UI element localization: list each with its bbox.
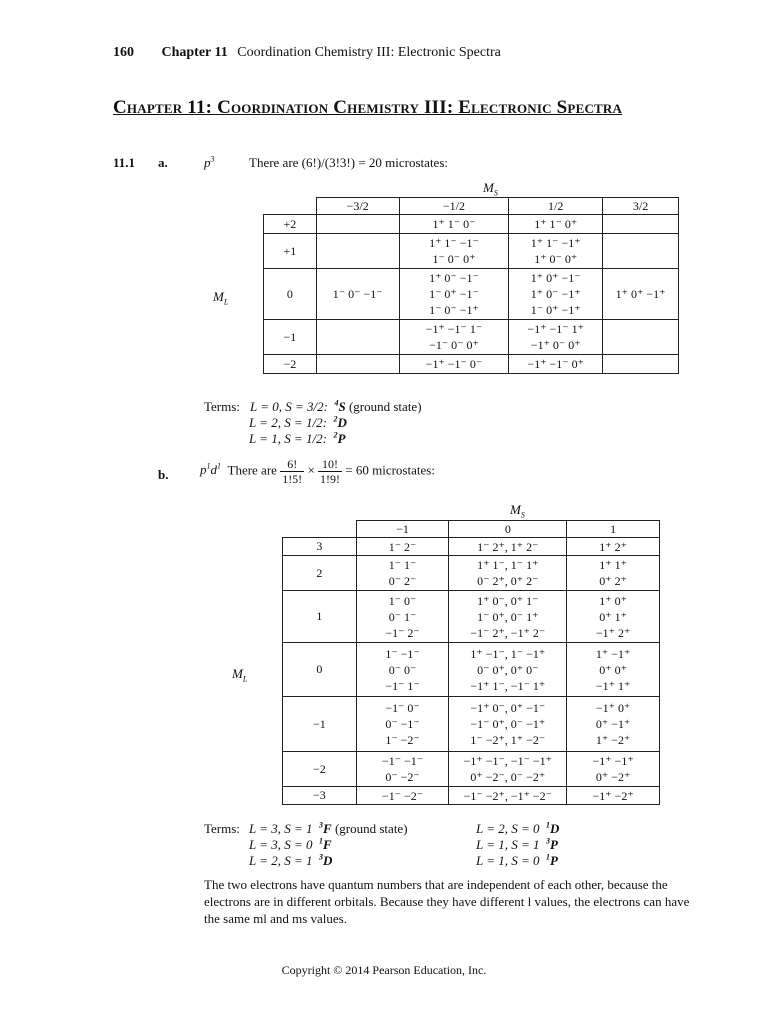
microstate-table-p3 [263,197,679,374]
table-b-microstate-cell [567,643,660,697]
microstate: −1⁺ −1⁻, −1⁻ −1⁺ [463,754,553,768]
microstate: −1⁺ −1⁻ 1⁻ [425,322,483,336]
table-a-microstate-cell [603,320,679,355]
part-b-ml-label: $M_L$ [232,666,248,684]
part-b-statement: $p^1d^1$ There are $\frac{6!}{1!5!}$ × $\frac{10!}{1!9!}$ = 60 microstates: [200,457,435,486]
microstate: 0⁺ −2⁻, 0⁻ −2⁺ [470,770,546,784]
table-row [283,787,660,805]
table-a-ml-value: +2 [264,215,317,234]
microstate: −1⁺ −1⁻ 0⁺ [527,357,584,371]
part-a-label: a. [158,155,168,170]
microstate: −1⁺ 1⁻, −1⁻ 1⁺ [470,678,546,693]
table-corner [264,198,317,215]
table-b-microstate-cell [567,787,660,805]
microstate: −1⁻ 0⁻ [385,701,420,715]
part-b-terms-label: Terms: [204,821,240,836]
table-b-ml-value: −2 [283,752,357,787]
table-a-microstate-cell [603,234,679,269]
microstate: 1⁺ 0⁻ −1⁻ [429,271,479,285]
table-a-microstate-cell [316,215,399,234]
microstate: −1⁺ −1⁺ [592,754,634,768]
microstate: 1⁺ 1⁻ 0⁻ [432,217,476,231]
copyright-notice: Copyright © 2014 Pearson Education, Inc. [281,963,487,977]
microstate: −1⁺ 0⁺ [595,701,631,715]
microstate: −1⁺ −2⁺ [592,788,634,803]
microstate: 0⁻ 0⁻ [388,662,417,677]
table-a-ms-header: −3/2 [316,198,399,215]
microstate: 1⁻ 0⁻ −1⁻ [332,287,383,301]
table-b-microstate-cell [356,752,449,787]
term-line: L = 1, S = 1 $^3$P [476,836,558,852]
table-a-microstate-cell [509,320,603,355]
microstate: 0⁺ 2⁺ [599,574,627,588]
table-b-microstate-cell [567,556,660,591]
table-a-microstate-cell [509,269,603,320]
microstate: 1⁺ 0⁺ [599,593,627,608]
term-line: L = 2, S = 1/2: $^2$D [249,414,347,430]
microstate: 0⁺ −1⁺ [595,717,631,731]
microstate: 0⁻ 2⁺, 0⁺ 2⁻ [477,574,539,588]
table-b-ml-value: 1 [283,591,357,643]
table-row [283,643,660,697]
table-a-ms-header: 3/2 [603,198,679,215]
table-a-microstate-cell [509,215,603,234]
microstate: 1⁺ 0⁻ 0⁺ [534,252,578,266]
term-symbol: $^3$F [319,820,332,836]
table-a-microstate-cell [316,355,399,374]
page-number: 160 [113,45,134,60]
table-b-microstate-cell [449,643,567,697]
microstate: 1⁺ 2⁺ [599,539,627,554]
table-a-ml-value: −2 [264,355,317,374]
microstate: 1⁺ 1⁺ [599,558,627,572]
table-b-ms-header: −1 [356,521,449,538]
microstate: 1⁻ −1⁻ [385,646,420,661]
microstate: 1⁻ 0⁻ −1⁺ [429,303,479,317]
term-line: L = 2, S = 1 $^3$D [249,852,333,868]
problem-number: 11.1 [113,155,136,170]
microstate: −1⁻ 1⁻ [385,678,420,693]
term-symbol: $^3$P [546,836,558,852]
microstate: −1⁺ −1⁻ 1⁺ [527,322,584,336]
microstate: −1⁻ 2⁺, −1⁺ 2⁻ [470,625,546,640]
microstate: 0⁺ 1⁺ [599,609,627,624]
fraction-d-microstates: $\frac{10!}{1!9!}$ [320,457,341,486]
term-symbol: $^1$D [546,820,560,836]
microstate: 1⁺ 1⁻, 1⁻ 1⁺ [477,558,539,572]
microstate: −1⁻ −1⁻ [381,754,424,768]
table-row [283,556,660,591]
table-a-microstate-cell [603,355,679,374]
term-line: L = 2, S = 0 $^1$D [476,820,560,836]
table-row [264,215,679,234]
microstate: 1⁺ 0⁺ −1⁻ [530,271,581,285]
table-a-ms-header: −1/2 [399,198,509,215]
table-row [283,591,660,643]
table-b-microstate-cell [449,556,567,591]
microstate: 1⁺ 1⁻ −1⁺ [530,236,581,250]
fraction-p-microstates: $\frac{6!}{1!5!}$ [282,457,303,486]
microstate: 1⁻ 0⁺, 0⁻ 1⁺ [477,609,539,624]
table-a-microstate-cell [316,269,399,320]
table-b-microstate-cell [449,752,567,787]
table-a-microstate-cell [399,215,509,234]
table-b-ml-value: 2 [283,556,357,591]
microstate: 1⁺ 0⁺ −1⁺ [615,287,666,301]
term-symbol: $^3$D [319,852,333,868]
table-a-microstate-cell [509,234,603,269]
table-row [264,320,679,355]
microstate: 1⁺ 0⁻ −1⁺ [530,287,581,301]
table-row [283,752,660,787]
table-a-ml-value: 0 [264,269,317,320]
table-b-microstate-cell [356,538,449,556]
table-b-microstate-cell [449,697,567,752]
term-symbol: $^2$D [333,414,347,430]
part-b-configuration: $p^1d^1$ [200,462,221,478]
microstate-table-p1d1 [282,520,660,805]
table-b-microstate-cell [356,591,449,643]
microstate: 1⁺ 0⁻, 0⁺ 1⁻ [477,593,539,608]
microstate: 1⁺ 1⁻ −1⁻ [429,236,479,250]
table-a-microstate-cell [316,320,399,355]
microstate: 1⁺ −2⁺ [595,733,631,747]
running-chapter-topic: Coordination Chemistry III: Electronic Spectra [237,45,501,60]
table-row [264,355,679,374]
microstate: −1⁻ 0⁺, 0⁻ −1⁺ [470,717,546,731]
table-b-microstate-cell [449,787,567,805]
table-a-microstate-cell [399,355,509,374]
table-row [283,538,660,556]
running-chapter: Chapter 11 [161,45,228,60]
microstate: 0⁻ 0⁺, 0⁺ 0⁻ [477,662,539,677]
table-b-ms-header: 0 [449,521,567,538]
table-b-microstate-cell [449,538,567,556]
table-b-ml-value: 0 [283,643,357,697]
microstate: −1⁻ −2⁻ [381,788,424,803]
table-b-ml-value: −1 [283,697,357,752]
microstate: 1⁻ −2⁺, 1⁺ −2⁻ [470,733,546,747]
microstate: 0⁺ −2⁺ [595,770,631,784]
table-b-ml-value: −3 [283,787,357,805]
microstate: −1⁻ 0⁻ 0⁺ [429,338,479,352]
microstate: 1⁻ 1⁻ [388,558,417,572]
chapter-title: Chapter 11: Coordination Chemistry III: Electronic Spectra [113,97,623,118]
table-corner [283,521,357,538]
microstate: 1⁺ 1⁻ 0⁺ [534,217,578,231]
table-b-microstate-cell [356,787,449,805]
term-symbol: $^4$S [334,398,346,414]
table-b-microstate-cell [356,556,449,591]
running-header [113,45,501,61]
term-symbol: $^1$P [546,852,558,868]
table-b-microstate-cell [567,697,660,752]
microstate: −1⁻ 2⁻ [385,625,420,640]
table-a-ml-value: +1 [264,234,317,269]
part-a-ml-label: $M_L$ [213,289,229,307]
table-a-microstate-cell [399,269,509,320]
table-a-microstate-cell [399,320,509,355]
table-b-microstate-cell [567,752,660,787]
part-a-terms-label: Terms: [204,399,240,414]
table-b-ms-header: 1 [567,521,660,538]
microstate: −1⁺ 2⁺ [595,625,631,640]
term-symbol: $^1$F [319,836,332,852]
microstate: 1⁻ 2⁺, 1⁺ 2⁻ [477,539,539,554]
table-a-microstate-cell [509,355,603,374]
microstate: 1⁺ −1⁺ [595,646,631,661]
microstate: 0⁺ 0⁺ [599,662,627,677]
microstate: 1⁻ 0⁺ −1⁻ [429,287,479,301]
closing-paragraph: The two electrons have quantum numbers that are independent of each other, because the electrons are in different orbitals. Because they have different l values, the electrons can have the same ml and ms values. [204,877,690,926]
term-line: L = 0, S = 3/2: $^4$S (ground state) [250,398,422,414]
part-b-label: b. [158,467,169,482]
table-b-microstate-cell [449,591,567,643]
part-a-configuration: $p^3$ [204,154,215,170]
table-a-microstate-cell [603,215,679,234]
microstate: −1⁺ 0⁻ 0⁺ [530,338,581,352]
microstate: 0⁻ 2⁻ [388,574,417,588]
table-row [264,269,679,320]
term-line: L = 3, S = 0 $^1$F [249,836,332,852]
table-row [264,234,679,269]
microstate: 0⁻ 1⁻ [388,609,417,624]
table-b-microstate-cell [356,643,449,697]
term-line: L = 1, S = 1/2: $^2$P [249,430,346,446]
term-symbol: $^2$P [333,430,346,446]
term-line: L = 3, S = 1 $^3$F (ground state) [249,820,408,836]
microstate: −1⁺ −1⁻ 0⁻ [425,357,483,371]
table-b-microstate-cell [356,697,449,752]
term-line: L = 1, S = 0 $^1$P [476,852,558,868]
microstate: 0⁻ −2⁻ [385,770,420,784]
table-row [283,697,660,752]
part-a-statement: There are (6!)/(3!3!) = 20 microstates: [249,155,448,170]
microstate: 1⁺ −1⁻, 1⁻ −1⁺ [470,646,546,661]
microstate: 0⁻ −1⁻ [385,717,420,731]
table-b-microstate-cell [567,591,660,643]
microstate: 1⁻ 2⁻ [388,539,417,554]
part-a-ms-label: $M_S$ [483,180,498,198]
microstate: −1⁺ 0⁻, 0⁺ −1⁻ [470,701,546,715]
table-a-microstate-cell [316,234,399,269]
table-a-ml-value: −1 [264,320,317,355]
microstate: −1⁺ 1⁺ [595,678,631,693]
microstate: 1⁻ −2⁻ [385,733,420,747]
table-a-microstate-cell [603,269,679,320]
microstate: −1⁻ −2⁺, −1⁺ −2⁻ [463,788,553,803]
table-b-ml-value: 3 [283,538,357,556]
microstate: 1⁻ 0⁻ [388,593,417,608]
microstate: 1⁻ 0⁻ 0⁺ [432,252,476,266]
table-a-ms-header: 1/2 [509,198,603,215]
table-b-microstate-cell [567,538,660,556]
microstate: 1⁻ 0⁺ −1⁺ [530,303,581,317]
part-b-ms-label: $M_S$ [510,502,525,520]
table-a-microstate-cell [399,234,509,269]
